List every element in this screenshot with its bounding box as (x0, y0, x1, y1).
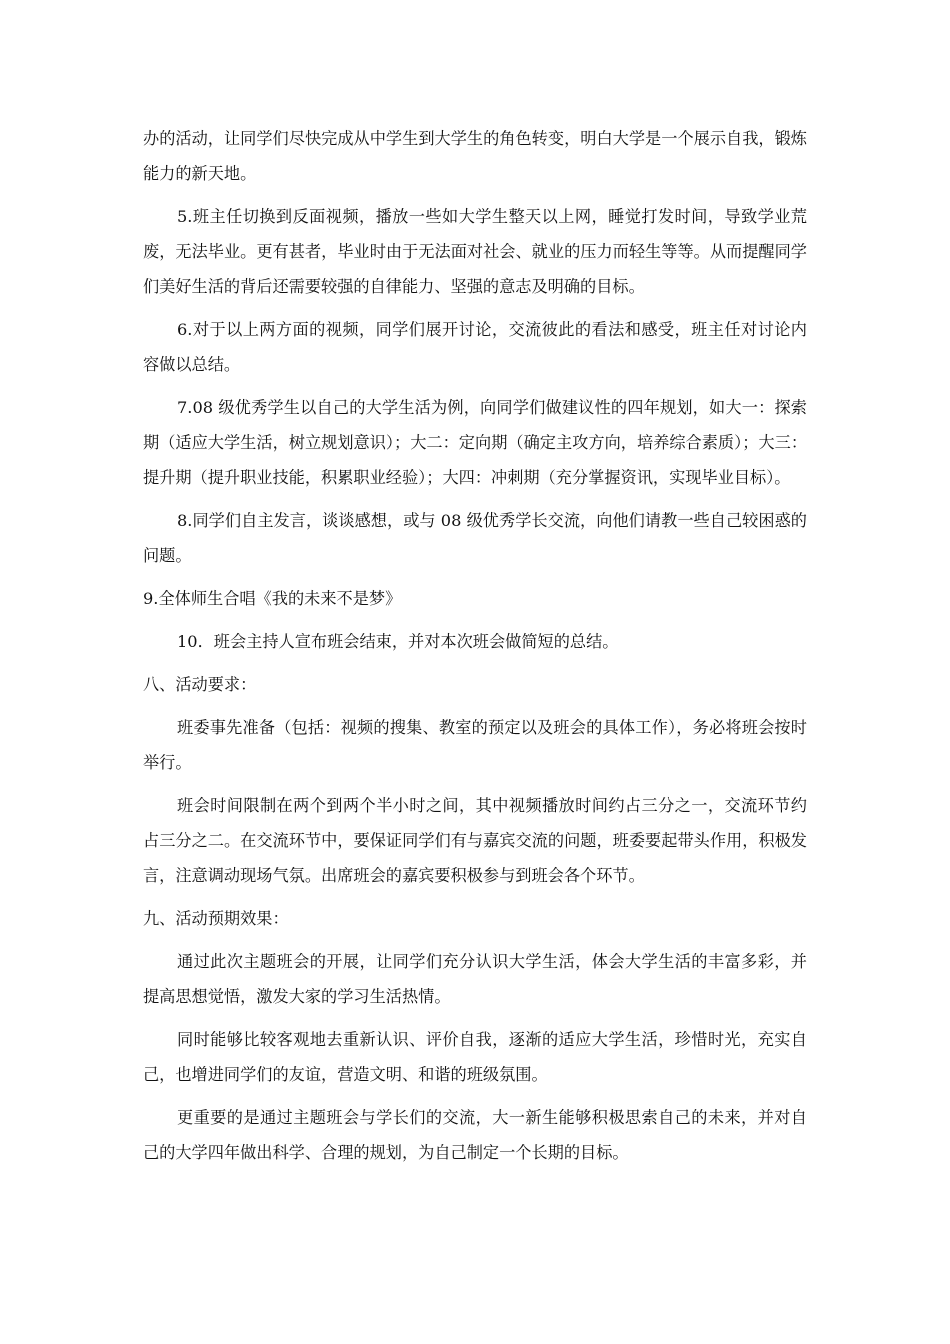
section-heading-requirements: 八、活动要求： (143, 675, 257, 694)
paragraph-effects-2: 同时能够比较客观地去重新认识、评价自我，逐渐的适应大学生活，珍惜时光，充实自己，也增进同学们的友谊，营造文明、和谐的班级氛围。 (143, 1030, 807, 1084)
document-page (143, 121, 807, 1170)
paragraph-continued-activity: 办的活动，让同学们尽快完成从中学生到大学生的角色转变，明白大学是一个展示自我，锻炼能力的新天地。 (143, 129, 807, 183)
paragraph-item-8: 8.同学们自主发言，谈谈感想，或与 08 级优秀学长交流，向他们请教一些自己较困惑的问题。 (143, 511, 807, 565)
paragraph-item-9: 9.全体师生合唱《我的未来不是梦》 (143, 589, 402, 608)
paragraph-item-10: 10．班会主持人宣布班会结束，并对本次班会做简短的总结。 (177, 632, 619, 651)
paragraph-requirements-1: 班委事先准备（包括：视频的搜集、教室的预定以及班会的具体工作），务必将班会按时举行。 (143, 718, 807, 772)
paragraph-requirements-2: 班会时间限制在两个到两个半小时之间，其中视频播放时间约占三分之一，交流环节约占三分之二。在交流环节中，要保证同学们有与嘉宾交流的问题，班委要起带头作用，积极发言，注意调动现场气氛。出席班会的嘉宾要积极参与到班会各个环节。 (143, 796, 807, 885)
paragraph-item-6: 6.对于以上两方面的视频，同学们展开讨论，交流彼此的看法和感受，班主任对讨论内容做以总结。 (143, 320, 807, 374)
paragraph-effects-3: 更重要的是通过主题班会与学长们的交流，大一新生能够积极思索自己的未来，并对自己的大学四年做出科学、合理的规划，为自己制定一个长期的目标。 (143, 1108, 807, 1162)
paragraph-item-7: 7.08 级优秀学生以自己的大学生活为例，向同学们做建议性的四年规划，如大一：探索期（适应大学生活，树立规划意识）；大二：定向期（确定主攻方向，培养综合素质）；大三：提升期（提升职业技能，积累职业经验）；大四：冲刺期（充分掌握资讯，实现毕业目标）。 (143, 398, 807, 487)
section-heading-expected-effects: 九、活动预期效果： (143, 909, 289, 928)
paragraph-effects-1: 通过此次主题班会的开展，让同学们充分认识大学生活，体会大学生活的丰富多彩，并提高思想觉悟，激发大家的学习生活热情。 (143, 952, 807, 1006)
paragraph-item-5: 5.班主任切换到反面视频，播放一些如大学生整天以上网，睡觉打发时间，导致学业荒废，无法毕业。更有甚者，毕业时由于无法面对社会、就业的压力而轻生等等。从而提醒同学们美好生活的背后还需要较强的自律能力、坚强的意志及明确的目标。 (143, 207, 807, 296)
